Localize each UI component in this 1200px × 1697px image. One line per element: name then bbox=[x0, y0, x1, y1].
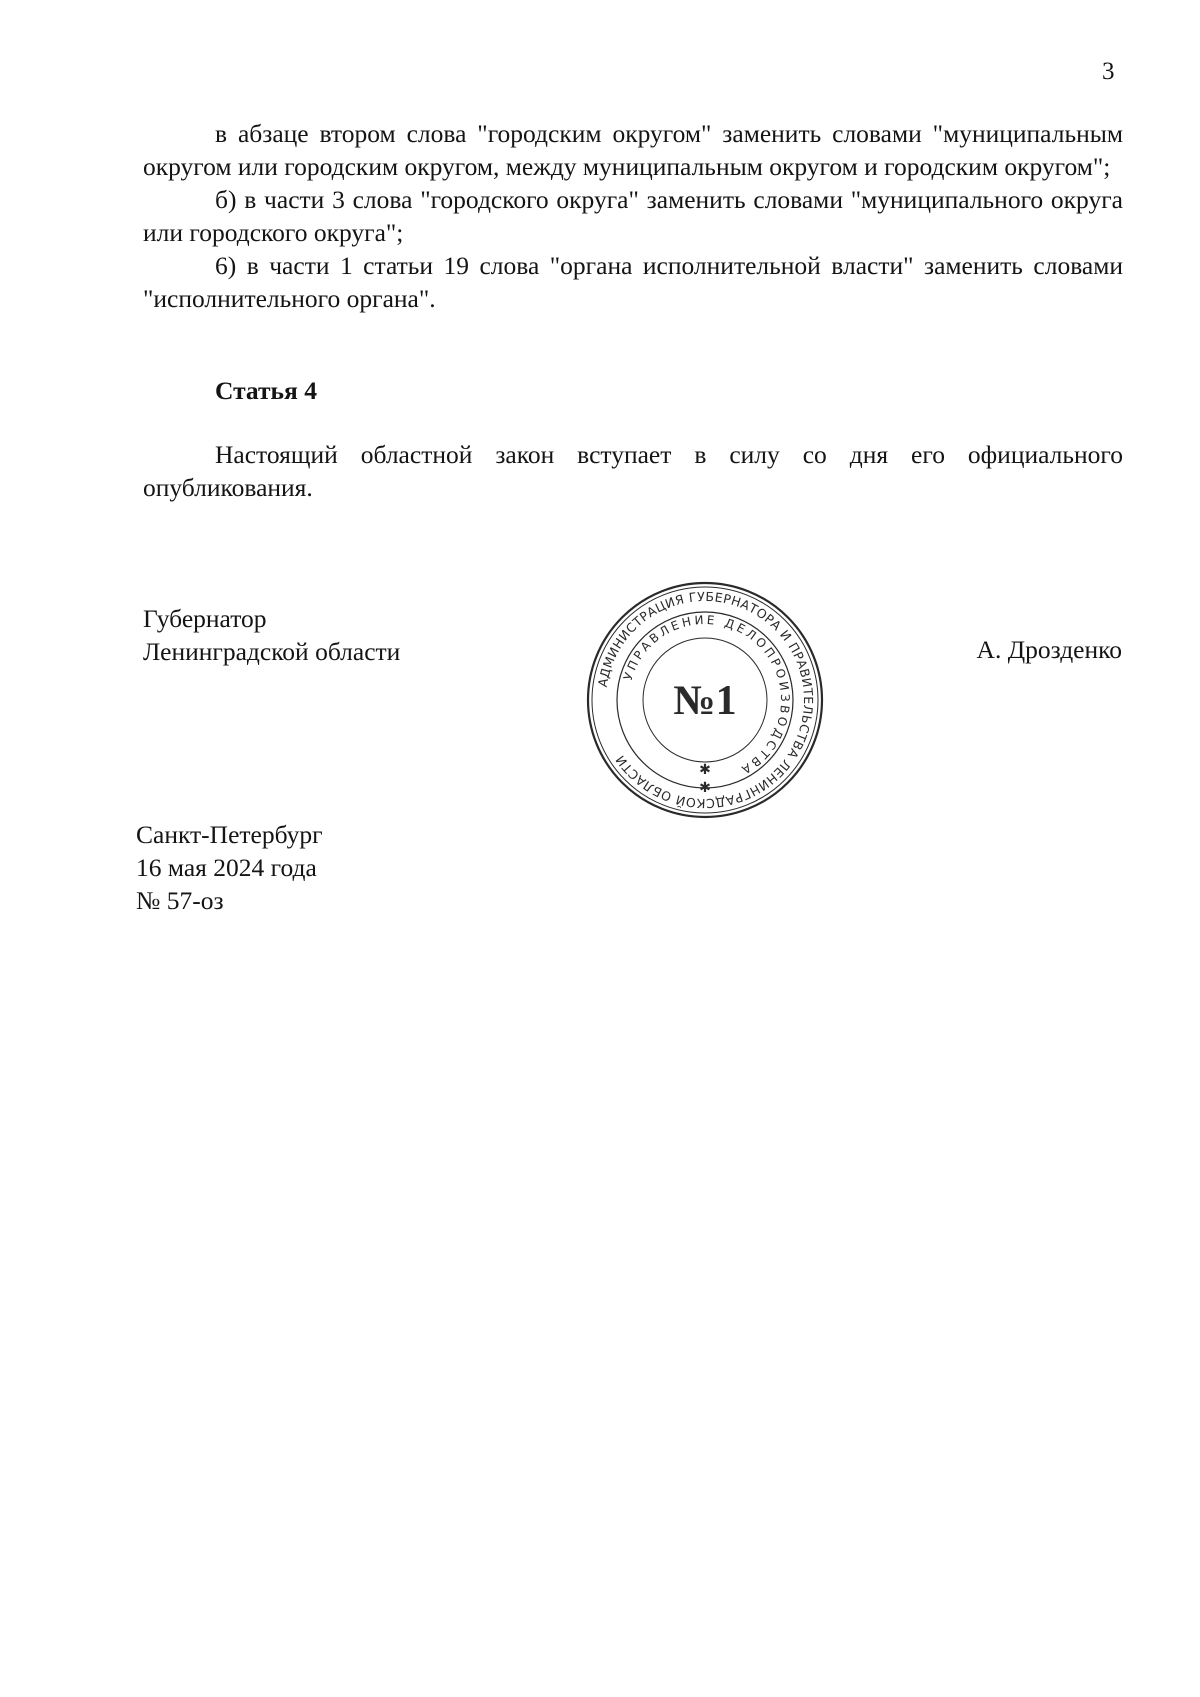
paragraph: в абзаце втором слова "городским округом" заменить словами "муниципальным округом или городским округом, между муниципальным округом и городским округом"; bbox=[143, 119, 1123, 181]
place: Санкт-Петербург bbox=[136, 820, 323, 849]
article-text: Настоящий областной закон вступает в силу со дня его официального опубликования. bbox=[143, 440, 1123, 502]
paragraph: б) в части 3 слова "городского округа" заменить словами "муниципального округа или городского округа"; bbox=[143, 185, 1123, 247]
place-and-date bbox=[136, 818, 323, 917]
signer-title-line: Ленинградской области bbox=[143, 637, 401, 666]
paragraph: 6) в части 1 статьи 19 слова "органа исполнительной власти" заменить словами "исполнительного органа". bbox=[143, 251, 1123, 313]
law-number: № 57-оз bbox=[136, 886, 224, 915]
page-number: 3 bbox=[1102, 58, 1115, 85]
seal-star-icon: ✱ bbox=[699, 780, 711, 796]
official-seal bbox=[585, 580, 825, 820]
signer-title bbox=[143, 602, 400, 668]
amendment-paragraphs bbox=[143, 117, 1123, 315]
signer-title-line: Губернатор bbox=[143, 604, 267, 633]
seal-number: №1 bbox=[673, 678, 737, 724]
article-heading: Статья 4 bbox=[215, 376, 317, 405]
signer-name: А. Дрозденко bbox=[976, 635, 1122, 664]
date: 16 мая 2024 года bbox=[136, 853, 317, 882]
seal-inner-text: УПРАВЛЕНИЕ ДЕЛОПРОИЗВОДСТВА bbox=[620, 612, 793, 779]
article-body bbox=[143, 438, 1123, 504]
seal-outer-text: АДМИНИСТРАЦИЯ ГУБЕРНАТОРА И ПРАВИТЕЛЬСТВА ЛЕНИНГРАДСКОЙ ОБЛАСТИ bbox=[594, 588, 817, 812]
seal-star-icon: ✱ bbox=[699, 762, 711, 778]
